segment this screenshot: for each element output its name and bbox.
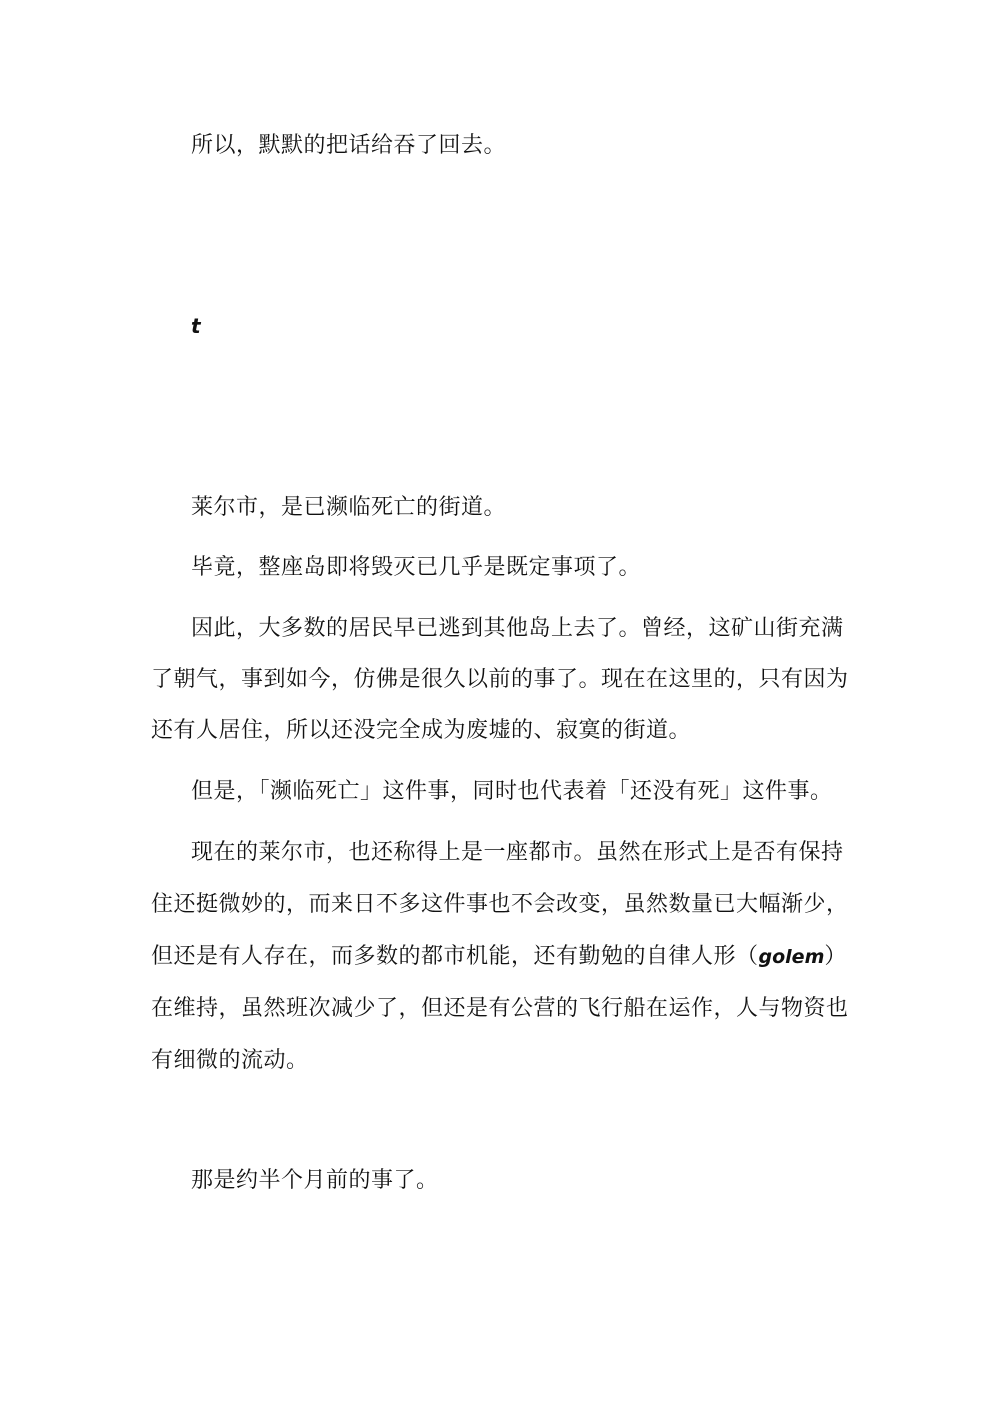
paragraph-6-line-3-text: 但还是有人存在，而多数的都市机能，还有勤勉的自律人形（ [151,944,759,969]
paragraph-6-line-1: 现在的莱尔市，也还称得上是一座都市。虽然在形式上是否有保持 [191,840,844,865]
paragraph-6-line-4: 在维持，虽然班次减少了，但还是有公营的飞行船在运作，人与物资也 [151,996,849,1021]
paragraph-7: 那是约半个月前的事了。 [191,1168,439,1193]
paragraph-4-line-1: 因此，大多数的居民早已逃到其他岛上去了。曾经，这矿山街充满 [191,616,844,641]
paragraph-5: 但是，「濒临死亡」这件事，同时也代表着「还没有死」这件事。 [191,779,833,804]
paragraph-1: 所以，默默的把话给吞了回去。 [191,133,507,158]
paragraph-6-line-5: 有细微的流动。 [151,1048,309,1073]
paragraph-2: 莱尔市，是已濒临死亡的街道。 [191,495,507,520]
golem-term: golem [758,946,825,968]
scene-break-mark: t [191,314,201,338]
paragraph-4-line-2: 了朝气，事到如今，仿佛是很久以前的事了。现在在这里的，只有因为 [151,667,849,692]
paragraph-6-line-2: 住还挺微妙的，而来日不多这件事也不会改变，虽然数量已大幅渐少， [151,892,849,917]
paragraph-6-line-3 [151,931,851,983]
paragraph-4-line-3: 还有人居住，所以还没完全成为废墟的、寂寞的街道。 [151,718,692,743]
paragraph-6-line-3-close: ） [824,944,847,969]
paragraph-3: 毕竟，整座岛即将毁灭已几乎是既定事项了。 [191,555,642,580]
